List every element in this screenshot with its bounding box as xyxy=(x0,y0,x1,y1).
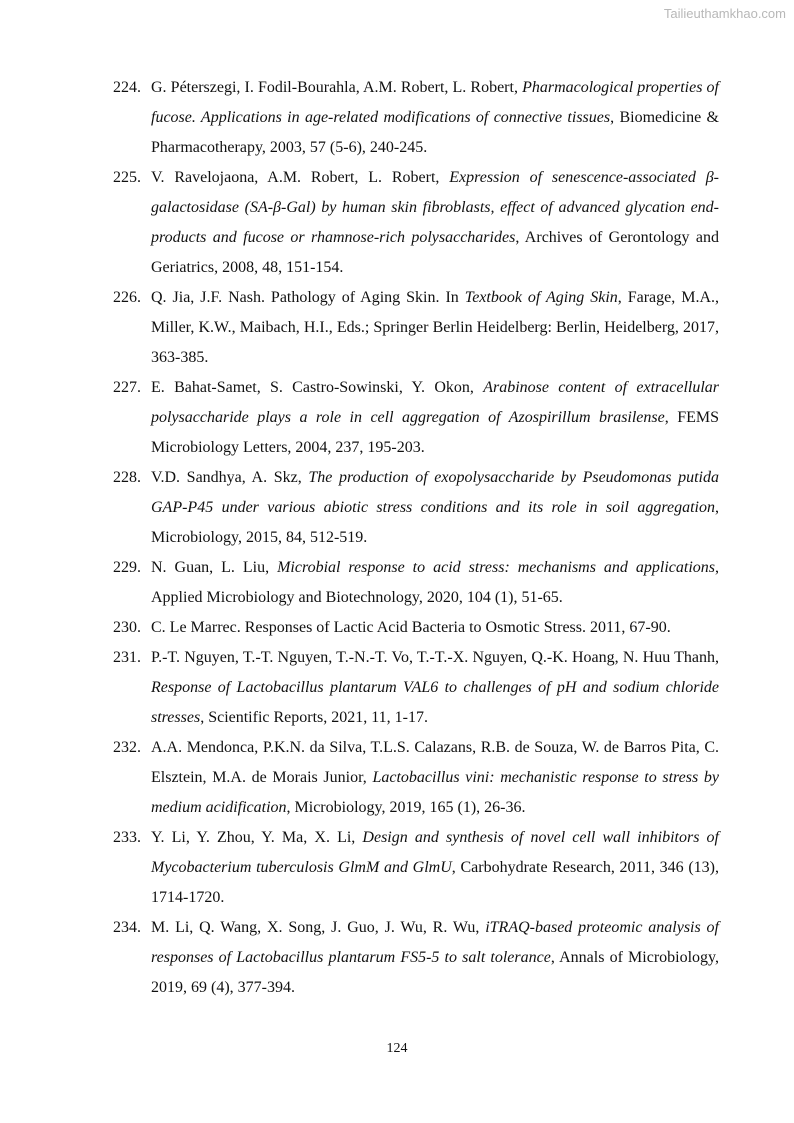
reference-text xyxy=(151,913,719,1003)
reference-title: Design and synthesis of novel cell wall inhibitors of Mycobacterium tuberculosis GlmM and GlmU xyxy=(151,829,719,876)
reference-source: , Biomedicine & Pharmacotherapy, 2003, 57 (5-6), 240-245. xyxy=(151,109,719,156)
reference-title: The production of exopolysaccharide by Pseudomonas putida GAP-P45 under various abiotic stress conditions and its role in soil aggregation xyxy=(151,469,719,516)
reference-item xyxy=(113,553,719,613)
reference-item xyxy=(113,463,719,553)
reference-item xyxy=(113,823,719,913)
reference-title: Lactobacillus vini: mechanistic response to stress by medium acidification xyxy=(151,769,720,816)
reference-title: Textbook of Aging Skin xyxy=(464,289,618,306)
reference-number: 229. xyxy=(113,559,141,576)
reference-text xyxy=(151,613,719,643)
reference-number: 226. xyxy=(113,289,141,306)
reference-source: , Microbiology, 2019, 165 (1), 26-36. xyxy=(286,799,526,816)
reference-source: , Scientific Reports, 2021, 11, 1-17. xyxy=(200,709,429,726)
reference-number: 232. xyxy=(113,739,141,756)
reference-title: Arabinose content of extracellular polysaccharide plays a role in cell aggregation of Azospirillum brasilense xyxy=(151,379,720,426)
reference-number: 234. xyxy=(113,919,141,936)
reference-item xyxy=(113,643,719,733)
reference-number: 228. xyxy=(113,469,141,486)
reference-number: 230. xyxy=(113,619,141,636)
reference-title: Microbial response to acid stress: mechanisms and applications xyxy=(277,559,716,576)
reference-text xyxy=(151,823,719,913)
reference-item xyxy=(113,613,719,643)
reference-authors: C. Le Marrec. Responses of Lactic Acid Bacteria to Osmotic Stress. 2011, 67-90. xyxy=(151,619,671,636)
reference-item xyxy=(113,283,719,373)
reference-title: Expression of senescence-associated β-galactosidase (SA-β-Gal) by human skin fibroblasts, effect of advanced glycation end-products and fucose or rhamnose-rich polysaccharides xyxy=(151,169,719,246)
reference-text xyxy=(151,163,719,283)
reference-source: , Archives of Gerontology and Geriatrics, 2008, 48, 151-154. xyxy=(151,229,720,276)
reference-text xyxy=(151,553,719,613)
reference-authors: V. Ravelojaona, A.M. Robert, L. Robert, xyxy=(151,169,450,186)
reference-number: 233. xyxy=(113,829,141,846)
reference-text xyxy=(151,283,719,373)
reference-text xyxy=(151,73,719,163)
page-number: 124 xyxy=(386,1041,408,1056)
reference-number: 227. xyxy=(113,379,141,396)
reference-item xyxy=(113,73,719,163)
reference-text xyxy=(151,643,719,733)
watermark-text: Tailieuthamkhao.com xyxy=(663,6,786,21)
reference-authors: A.A. Mendonca, P.K.N. da Silva, T.L.S. Calazans, R.B. de Souza, W. de Barros Pita, C. Elsztein, M.A. de Morais Junior, xyxy=(151,739,719,786)
reference-authors: M. Li, Q. Wang, X. Song, J. Guo, J. Wu, R. Wu, xyxy=(151,919,486,936)
reference-number: 224. xyxy=(113,79,141,96)
reference-number: 225. xyxy=(113,169,141,186)
reference-item xyxy=(113,733,719,823)
reference-text xyxy=(151,733,719,823)
reference-source: , FEMS Microbiology Letters, 2004, 237, 195-203. xyxy=(151,409,719,456)
reference-item xyxy=(113,373,719,463)
reference-list xyxy=(113,73,719,1003)
reference-source: , Applied Microbiology and Biotechnology, 2020, 104 (1), 51-65. xyxy=(151,559,720,606)
reference-item xyxy=(113,163,719,283)
reference-authors: V.D. Sandhya, A. Skz, xyxy=(151,469,309,486)
reference-authors: N. Guan, L. Liu, xyxy=(151,559,278,576)
reference-authors: P.-T. Nguyen, T.-T. Nguyen, T.-N.-T. Vo, T.-T.-X. Nguyen, Q.-K. Hoang, N. Huu Thanh, xyxy=(151,649,719,666)
reference-source: , Annals of Microbiology, 2019, 69 (4), 377-394. xyxy=(151,949,720,996)
reference-authors: G. Péterszegi, I. Fodil-Bourahla, A.M. Robert, L. Robert, xyxy=(151,79,523,96)
reference-title: Response of Lactobacillus plantarum VAL6 to challenges of pH and sodium chloride stresses xyxy=(151,679,719,726)
reference-title: Pharmacological properties of fucose. Applications in age-related modifications of connective tissues xyxy=(151,79,720,126)
reference-text xyxy=(151,463,719,553)
reference-text xyxy=(151,373,719,463)
reference-source: , Carbohydrate Research, 2011, 346 (13), 1714-1720. xyxy=(151,859,719,906)
reference-authors: Y. Li, Y. Zhou, Y. Ma, X. Li, xyxy=(151,829,363,846)
reference-source: , Farage, M.A., Miller, K.W., Maibach, H.I., Eds.; Springer Berlin Heidelberg: Berlin, Heidelberg, 2017, 363-385. xyxy=(151,289,720,366)
reference-title: iTRAQ-based proteomic analysis of responses of Lactobacillus plantarum FS5-5 to salt tolerance xyxy=(151,919,719,966)
reference-item xyxy=(113,913,719,1003)
reference-number: 231. xyxy=(113,649,141,666)
reference-authors: Q. Jia, J.F. Nash. Pathology of Aging Skin. In xyxy=(151,289,465,306)
reference-authors: E. Bahat-Samet, S. Castro-Sowinski, Y. Okon, xyxy=(151,379,484,396)
reference-source: , Microbiology, 2015, 84, 512-519. xyxy=(151,499,719,546)
